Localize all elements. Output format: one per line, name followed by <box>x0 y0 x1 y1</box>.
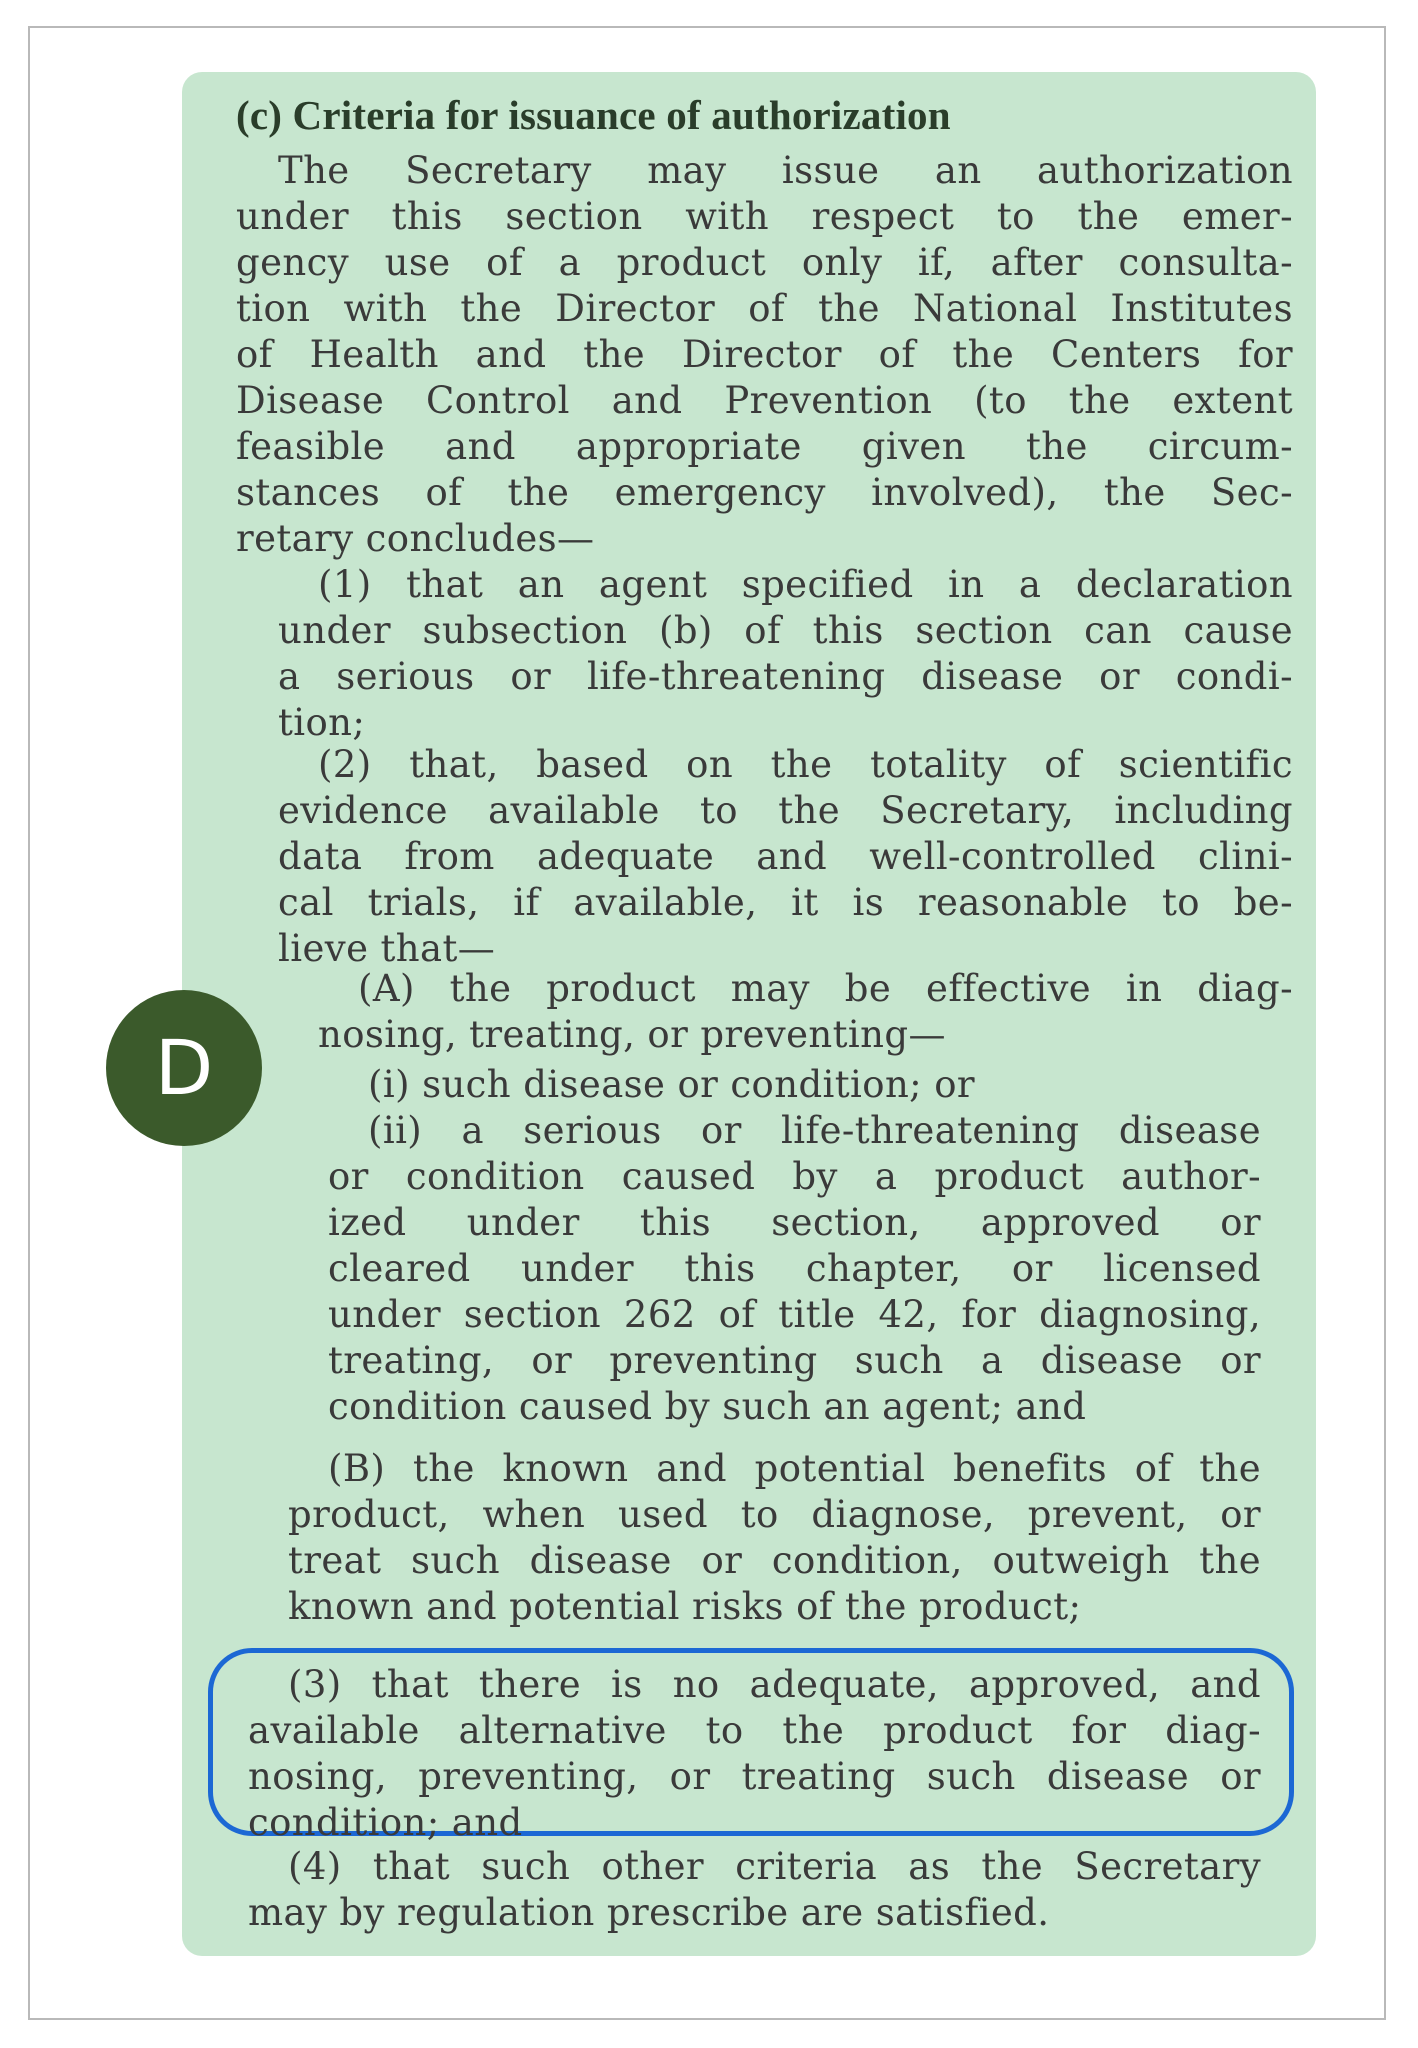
text-line: treating, or preventing such a disease or <box>328 1339 1261 1382</box>
text-line: or condition caused by a product author- <box>328 1155 1261 1198</box>
text-line: cal trials, if available, it is reasonable to be- <box>278 881 1293 924</box>
text-line: (3) that there is no adequate, approved, and <box>288 1663 1261 1706</box>
text-line: cleared under this chapter, or licensed <box>328 1247 1261 1290</box>
text-line: under this section with respect to the emer- <box>236 195 1293 238</box>
text-line: under subsection (b) of this section can cause <box>278 609 1293 652</box>
text-line: data from adequate and well-controlled clini- <box>278 835 1293 878</box>
text-line: of Health and the Director of the Centers for <box>236 333 1293 376</box>
text-line: treat such disease or condition, outweigh the <box>288 1539 1261 1582</box>
text-line: available alternative to the product for diag- <box>248 1709 1261 1752</box>
text-line: product, when used to diagnose, prevent, or <box>288 1493 1261 1536</box>
text-line: known and potential risks of the product; <box>288 1585 1082 1628</box>
text-line: evidence available to the Secretary, including <box>278 789 1293 832</box>
section-badge: D <box>106 990 262 1146</box>
text-line: gency use of a product only if, after consulta- <box>236 241 1293 284</box>
text-line: (i) such disease or condition; or <box>368 1063 975 1106</box>
text-line: tion with the Director of the National Institutes <box>236 287 1293 330</box>
text-line: (B) the known and potential benefits of the <box>328 1447 1261 1490</box>
text-line: condition; and <box>248 1801 523 1844</box>
text-line: nosing, preventing, or treating such disease or <box>248 1755 1261 1798</box>
text-line: may by regulation prescribe are satisfied. <box>248 1891 1050 1934</box>
text-line: lieve that— <box>278 927 496 970</box>
text-line: ized under this section, approved or <box>328 1201 1261 1244</box>
text-line: feasible and appropriate given the circum- <box>236 425 1293 468</box>
section-heading: (c) Criteria for issuance of authorization <box>236 92 951 138</box>
text-line: a serious or life-threatening disease or condi- <box>278 655 1293 698</box>
text-line: condition caused by such an agent; and <box>328 1385 1087 1428</box>
text-line: (4) that such other criteria as the Secretary <box>288 1845 1261 1888</box>
text-line: tion; <box>278 701 366 744</box>
text-line: retary concludes— <box>236 517 595 560</box>
text-line: (ii) a serious or life-threatening disease <box>368 1109 1261 1152</box>
text-line: The Secretary may issue an authorization <box>278 149 1293 192</box>
text-line: stances of the emergency involved), the Sec- <box>236 471 1293 514</box>
text-line: (2) that, based on the totality of scientific <box>318 743 1293 786</box>
text-line: nosing, treating, or preventing— <box>318 1013 946 1056</box>
text-line: under section 262 of title 42, for diagnosing, <box>328 1293 1261 1336</box>
text-line: Disease Control and Prevention (to the extent <box>236 379 1293 422</box>
text-line: (1) that an agent specified in a declaration <box>318 563 1293 606</box>
text-line: (A) the product may be effective in diag- <box>358 967 1293 1010</box>
